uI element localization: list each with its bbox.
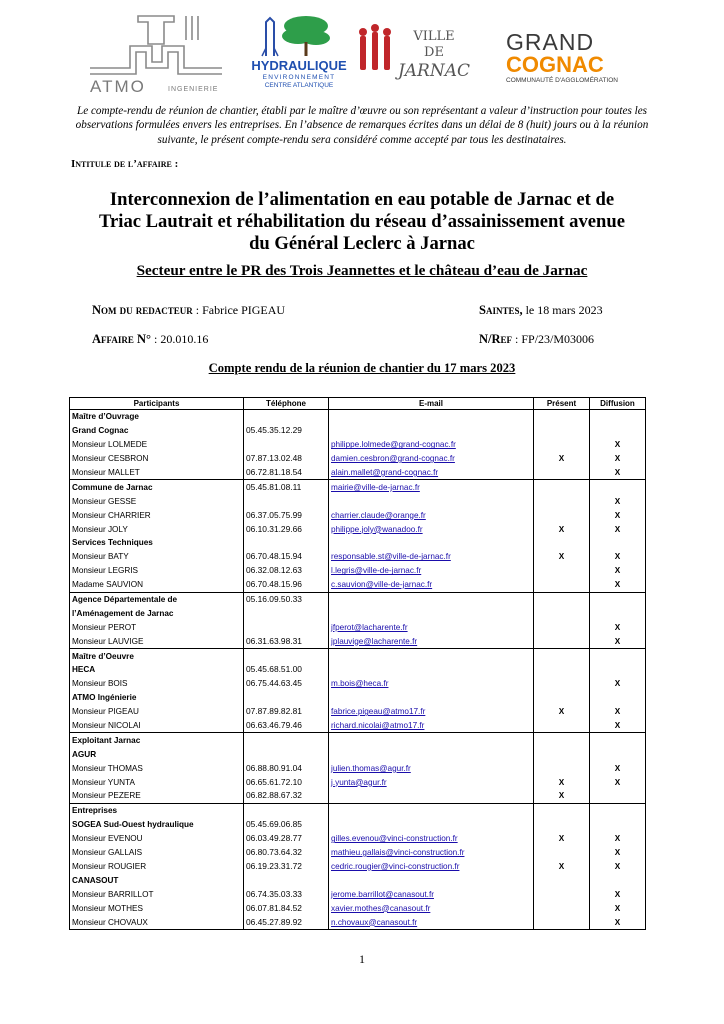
hydraulique-logo-line2: ENVIRONNEMENT (262, 74, 336, 81)
diffusion-cell: X (590, 508, 646, 522)
phone-cell (244, 733, 329, 747)
diffusion-cell: X (590, 494, 646, 508)
email-cell (329, 424, 534, 438)
present-cell (534, 873, 590, 887)
email-cell (329, 733, 534, 747)
place-date (479, 303, 603, 318)
phone-cell: 06.72.81.18.54 (244, 466, 329, 480)
participant-cell: ATMO Ingénierie (70, 691, 244, 705)
participant-cell: Commune de Jarnac (70, 480, 244, 494)
phone-cell (244, 691, 329, 705)
phone-cell: 06.10.31.29.66 (244, 522, 329, 536)
intitule-label: Intitule de l’affaire : (71, 158, 179, 170)
email-link[interactable]: philippe.lolmede@grand-cognac.fr (331, 440, 456, 450)
email-link[interactable]: responsable.st@ville-de-jarnac.fr (331, 552, 451, 562)
participant-cell: Monsieur CHOVAUX (70, 915, 244, 929)
redacteur-value: : Fabrice PIGEAU (192, 303, 286, 317)
email-cell (329, 438, 534, 452)
present-cell: X (534, 550, 590, 564)
present-cell (534, 564, 590, 578)
present-cell (534, 634, 590, 648)
present-cell (534, 438, 590, 452)
phone-cell: 05.45.69.06.85 (244, 818, 329, 832)
email-link[interactable]: alain.mallet@grand-cognac.fr (331, 468, 439, 477)
participant-cell: Monsieur BATY (70, 550, 244, 564)
phone-cell (244, 438, 329, 452)
table-row (70, 522, 646, 536)
present-cell (534, 592, 590, 606)
email-link[interactable]: xavier.mothes@canasout.fr (331, 903, 431, 913)
diffusion-cell: X (590, 901, 646, 915)
phone-cell (244, 620, 329, 634)
participant-cell: Monsieur ROUGIER (70, 860, 244, 874)
diffusion-cell: X (590, 466, 646, 480)
email-cell (329, 818, 534, 832)
email-link[interactable]: gilles.evenou@vinci-construction.fr (331, 834, 458, 844)
table-group-row (70, 818, 646, 832)
table-group-row (70, 663, 646, 677)
diffusion-cell (590, 536, 646, 550)
phone-cell (244, 649, 329, 663)
header-present: Présent (534, 398, 590, 410)
phone-cell: 06.82.88.67.32 (244, 789, 329, 803)
table-group-row (70, 873, 646, 887)
diffusion-cell: X (590, 550, 646, 564)
email-link[interactable]: philippe.joly@wanadoo.fr (331, 524, 423, 534)
hydraulique-logo (251, 12, 347, 96)
email-cell (329, 452, 534, 466)
phone-cell: 06.75.44.63.45 (244, 677, 329, 691)
phone-cell (244, 410, 329, 424)
diffusion-cell (590, 592, 646, 606)
table-group-row (70, 592, 646, 606)
participant-cell: Monsieur LOLMEDE (70, 438, 244, 452)
hydraulique-logo-line3: CENTRE ATLANTIQUE (264, 82, 334, 89)
header-email: E-mail (329, 398, 534, 410)
phone-cell: 06.80.73.64.32 (244, 846, 329, 860)
table-row (70, 860, 646, 874)
participant-cell: Madame SAUVION (70, 578, 244, 592)
present-cell: X (534, 832, 590, 846)
table-row (70, 452, 646, 466)
email-cell (329, 550, 534, 564)
table-group-row (70, 691, 646, 705)
phone-cell: 05.16.09.50.33 (244, 592, 329, 606)
participant-cell: Agence Départementale de (70, 592, 244, 606)
present-cell (534, 494, 590, 508)
email-cell (329, 873, 534, 887)
present-cell: X (534, 705, 590, 719)
participant-cell: Maître d’Oeuvre (70, 649, 244, 663)
table-row (70, 578, 646, 592)
phone-cell: 06.37.05.75.99 (244, 508, 329, 522)
table-group-row (70, 606, 646, 620)
ref-label: N/Ref (479, 332, 513, 346)
email-cell (329, 410, 534, 424)
table-group-row (70, 803, 646, 817)
email-link[interactable]: jplauvige@lacharente.fr (331, 636, 418, 646)
present-cell (534, 733, 590, 747)
email-cell (329, 860, 534, 874)
phone-cell (244, 536, 329, 550)
table-row (70, 761, 646, 775)
email-cell (329, 832, 534, 846)
redacteur-label: Nom du redacteur (92, 303, 193, 317)
table-row (70, 677, 646, 691)
diffusion-cell: X (590, 761, 646, 775)
participant-cell: Monsieur LAUVIGE (70, 634, 244, 648)
email-cell (329, 494, 534, 508)
diffusion-cell: X (590, 860, 646, 874)
table-row (70, 901, 646, 915)
diffusion-cell: X (590, 522, 646, 536)
present-cell: X (534, 522, 590, 536)
header-telephone: Téléphone (244, 398, 329, 410)
table-group-row (70, 747, 646, 761)
diffusion-cell: X (590, 846, 646, 860)
participant-cell: Monsieur PIGEAU (70, 705, 244, 719)
attendance-table (69, 397, 646, 930)
email-cell (329, 536, 534, 550)
table-row (70, 466, 646, 480)
email-cell (329, 747, 534, 761)
diffusion-cell: X (590, 775, 646, 789)
present-cell: X (534, 860, 590, 874)
phone-cell: 05.45.35.12.29 (244, 424, 329, 438)
table-row (70, 846, 646, 860)
phone-cell (244, 747, 329, 761)
participant-cell: CANASOUT (70, 873, 244, 887)
email-cell (329, 606, 534, 620)
participant-cell: Monsieur CHARRIER (70, 508, 244, 522)
table-row (70, 915, 646, 929)
present-cell (534, 606, 590, 620)
diffusion-cell (590, 649, 646, 663)
diffusion-cell (590, 733, 646, 747)
participant-cell: AGUR (70, 747, 244, 761)
cognac-logo-line1: GRAND (506, 29, 595, 55)
phone-cell: 06.19.23.31.72 (244, 860, 329, 874)
participant-cell: Monsieur MALLET (70, 466, 244, 480)
present-cell (534, 466, 590, 480)
present-cell (534, 620, 590, 634)
affaire-label: Affaire N° (92, 332, 152, 346)
atmo-ingenierie-logo (86, 12, 226, 96)
table-group-row (70, 536, 646, 550)
participant-cell: Monsieur JOLY (70, 522, 244, 536)
email-cell (329, 634, 534, 648)
phone-cell: 06.32.08.12.63 (244, 564, 329, 578)
table-row (70, 775, 646, 789)
email-link[interactable]: damien.cesbron@grand-cognac.fr (331, 454, 455, 464)
email-cell (329, 620, 534, 634)
participant-cell: Monsieur GESSE (70, 494, 244, 508)
reference (479, 332, 594, 347)
diffusion-cell (590, 747, 646, 761)
meeting-report-title: Compte rendu de la réunion de chantier du 17 mars 2023 (208, 361, 516, 375)
email-cell (329, 719, 534, 733)
phone-cell: 05.45.81.08.11 (244, 480, 329, 494)
table-row (70, 705, 646, 719)
present-cell (534, 578, 590, 592)
diffusion-cell: X (590, 438, 646, 452)
email-cell (329, 564, 534, 578)
phone-cell: 06.65.61.72.10 (244, 775, 329, 789)
email-link[interactable]: mairie@ville-de-jarnac.fr (331, 482, 420, 492)
phone-cell: 06.03.49.28.77 (244, 832, 329, 846)
ville-de-jarnac-logo (356, 22, 474, 88)
email-link[interactable]: fabrice.pigeau@atmo17.fr (331, 707, 426, 717)
project-subtitle: Secteur entre le PR des Trois Jeannettes et le château d’eau de Jarnac (136, 262, 588, 279)
affaire-value: : 20.010.16 (151, 332, 209, 346)
email-cell (329, 761, 534, 775)
diffusion-cell (590, 789, 646, 803)
email-cell (329, 887, 534, 901)
participant-cell: Monsieur LEGRIS (70, 564, 244, 578)
diffusion-cell: X (590, 578, 646, 592)
email-cell (329, 846, 534, 860)
email-cell (329, 691, 534, 705)
phone-cell: 06.45.27.89.92 (244, 915, 329, 929)
participant-cell: HECA (70, 663, 244, 677)
present-cell (534, 747, 590, 761)
phone-cell: 06.07.81.84.52 (244, 901, 329, 915)
table-group-row (70, 424, 646, 438)
present-cell (534, 424, 590, 438)
present-cell: X (534, 775, 590, 789)
phone-cell: 06.70.48.15.94 (244, 550, 329, 564)
present-cell (534, 480, 590, 494)
table-row (70, 494, 646, 508)
email-link[interactable]: charrier.claude@orange.fr (331, 510, 426, 520)
email-cell (329, 466, 534, 480)
disclaimer-text: Le compte-rendu de réunion de chantier, établi par le maître d’œuvre ou son représentant a valeur d’instruction pour toutes les observations formulées envers les entreprises. En l’absence de remarques écrites dans un délai de 8 (huit) jours ou à la réunion suivante, le présent compte-rendu sera considéré comme accepté par tous les destinataires. (75, 105, 649, 146)
email-cell (329, 592, 534, 606)
diffusion-cell: X (590, 887, 646, 901)
phone-cell: 06.74.35.03.33 (244, 887, 329, 901)
diffusion-cell (590, 663, 646, 677)
jarnac-logo-line3: JARNAC (397, 61, 471, 81)
participant-cell: Monsieur YUNTA (70, 775, 244, 789)
phone-cell: 06.70.48.15.96 (244, 578, 329, 592)
participant-cell: Entreprises (70, 803, 244, 817)
cognac-logo-line3: COMMUNAUTÉ D'AGGLOMÉRATION (506, 77, 618, 84)
header-diffusion: Diffusion (590, 398, 646, 410)
email-cell (329, 578, 534, 592)
present-cell (534, 887, 590, 901)
ref-value: : FP/23/M03006 (512, 332, 595, 346)
table-header-row (70, 398, 646, 410)
email-cell (329, 705, 534, 719)
diffusion-cell (590, 424, 646, 438)
present-cell (534, 649, 590, 663)
email-link[interactable]: c.sauvion@ville-de-jarnac.fr (331, 580, 433, 590)
participant-cell: Monsieur CESBRON (70, 452, 244, 466)
present-cell (534, 536, 590, 550)
diffusion-cell: X (590, 915, 646, 929)
present-cell (534, 677, 590, 691)
email-cell (329, 915, 534, 929)
place-label: Saintes, (479, 303, 523, 317)
email-cell (329, 522, 534, 536)
participant-cell: Monsieur EVENOU (70, 832, 244, 846)
table-row (70, 789, 646, 803)
present-cell (534, 663, 590, 677)
attendance-table-body (70, 410, 646, 930)
diffusion-cell: X (590, 677, 646, 691)
diffusion-cell (590, 818, 646, 832)
present-cell: X (534, 452, 590, 466)
participant-cell: Services Techniques (70, 536, 244, 550)
present-cell: X (534, 789, 590, 803)
email-link[interactable]: richard.nicolai@atmo17.fr (331, 721, 425, 731)
table-row (70, 438, 646, 452)
email-link[interactable]: j.yunta@agur.fr (331, 777, 387, 787)
email-cell (329, 775, 534, 789)
diffusion-cell (590, 480, 646, 494)
present-cell (534, 508, 590, 522)
page-number: 1 (359, 952, 365, 966)
diffusion-cell (590, 803, 646, 817)
diffusion-cell (590, 606, 646, 620)
phone-cell: 06.88.80.91.04 (244, 761, 329, 775)
present-cell (534, 915, 590, 929)
table-group-row (70, 480, 646, 494)
cognac-logo-line2: COGNAC (506, 52, 604, 77)
email-link[interactable]: julien.thomas@agur.fr (331, 763, 411, 773)
participant-cell: Grand Cognac (70, 424, 244, 438)
phone-cell (244, 494, 329, 508)
table-row (70, 634, 646, 648)
diffusion-cell: X (590, 564, 646, 578)
participant-cell: Monsieur NICOLAI (70, 719, 244, 733)
logo-bar (0, 0, 724, 104)
participant-cell: Monsieur THOMAS (70, 761, 244, 775)
table-row (70, 564, 646, 578)
phone-cell: 06.31.63.98.31 (244, 634, 329, 648)
table-row (70, 550, 646, 564)
affaire-number (92, 332, 208, 347)
email-link[interactable]: cedric.rougier@vinci-construction.fr (331, 861, 460, 871)
participant-cell: Exploitant Jarnac (70, 733, 244, 747)
participant-cell: Monsieur PEZERE (70, 789, 244, 803)
phone-cell (244, 873, 329, 887)
present-cell (534, 818, 590, 832)
table-row (70, 620, 646, 634)
diffusion-cell: X (590, 832, 646, 846)
participant-cell: Monsieur GALLAIS (70, 846, 244, 860)
phone-cell: 07.87.13.02.48 (244, 452, 329, 466)
participant-cell: Monsieur BARRILLOT (70, 887, 244, 901)
participant-cell: Monsieur PEROT (70, 620, 244, 634)
email-cell (329, 649, 534, 663)
email-cell (329, 901, 534, 915)
phone-cell: 07.87.89.82.81 (244, 705, 329, 719)
table-row (70, 887, 646, 901)
present-cell (534, 761, 590, 775)
hydraulique-logo-text: HYDRAULIQUE (251, 58, 347, 73)
email-link[interactable]: jfperot@lacharente.fr (331, 622, 408, 632)
present-cell (534, 803, 590, 817)
redacteur (92, 303, 285, 318)
table-group-row (70, 410, 646, 424)
email-cell (329, 677, 534, 691)
email-cell (329, 663, 534, 677)
diffusion-cell (590, 873, 646, 887)
diffusion-cell: X (590, 719, 646, 733)
email-cell (329, 480, 534, 494)
jarnac-logo-line2: DE (424, 45, 444, 60)
diffusion-cell: X (590, 620, 646, 634)
present-cell (534, 901, 590, 915)
email-cell (329, 803, 534, 817)
participant-cell: SOGEA Sud-Ouest hydraulique (70, 818, 244, 832)
email-link[interactable]: n.chovaux@canasout.fr (331, 917, 418, 927)
participant-cell: Monsieur MOTHES (70, 901, 244, 915)
present-cell (534, 846, 590, 860)
grand-cognac-logo (502, 28, 640, 84)
diffusion-cell (590, 410, 646, 424)
email-cell (329, 789, 534, 803)
diffusion-cell: X (590, 634, 646, 648)
participant-cell: Monsieur BOIS (70, 677, 244, 691)
phone-cell (244, 606, 329, 620)
phone-cell: 05.45.68.51.00 (244, 663, 329, 677)
participant-cell: Maître d’Ouvrage (70, 410, 244, 424)
email-link[interactable]: m.bois@heca.fr (331, 679, 389, 689)
atmo-logo-sub: INGENIERIE (168, 86, 219, 93)
participant-cell: l’Aménagement de Jarnac (70, 606, 244, 620)
present-cell (534, 691, 590, 705)
email-link[interactable]: l.legris@ville-de-jarnac.fr (331, 566, 422, 576)
diffusion-cell: X (590, 452, 646, 466)
phone-cell: 06.63.46.79.46 (244, 719, 329, 733)
date-value: le 18 mars 2023 (522, 303, 603, 317)
diffusion-cell: X (590, 705, 646, 719)
email-link[interactable]: jerome.barrillot@canasout.fr (331, 889, 434, 899)
project-title: Interconnexion de l’alimentation en eau potable de Jarnac et de Triac Lautrait et réhabilitation du réseau d’assainissement avenue du Général Leclerc à Jarnac (99, 189, 625, 254)
diffusion-cell (590, 691, 646, 705)
email-cell (329, 508, 534, 522)
present-cell (534, 410, 590, 424)
header-participants: Participants (70, 398, 244, 410)
atmo-logo-text: ATMO (90, 77, 146, 96)
table-group-row (70, 733, 646, 747)
phone-cell (244, 803, 329, 817)
table-row (70, 508, 646, 522)
jarnac-logo-line1: VILLE (413, 29, 455, 44)
table-group-row (70, 649, 646, 663)
table-row (70, 719, 646, 733)
present-cell (534, 719, 590, 733)
email-link[interactable]: mathieu.gallais@vinci-construction.fr (331, 848, 465, 858)
table-row (70, 832, 646, 846)
